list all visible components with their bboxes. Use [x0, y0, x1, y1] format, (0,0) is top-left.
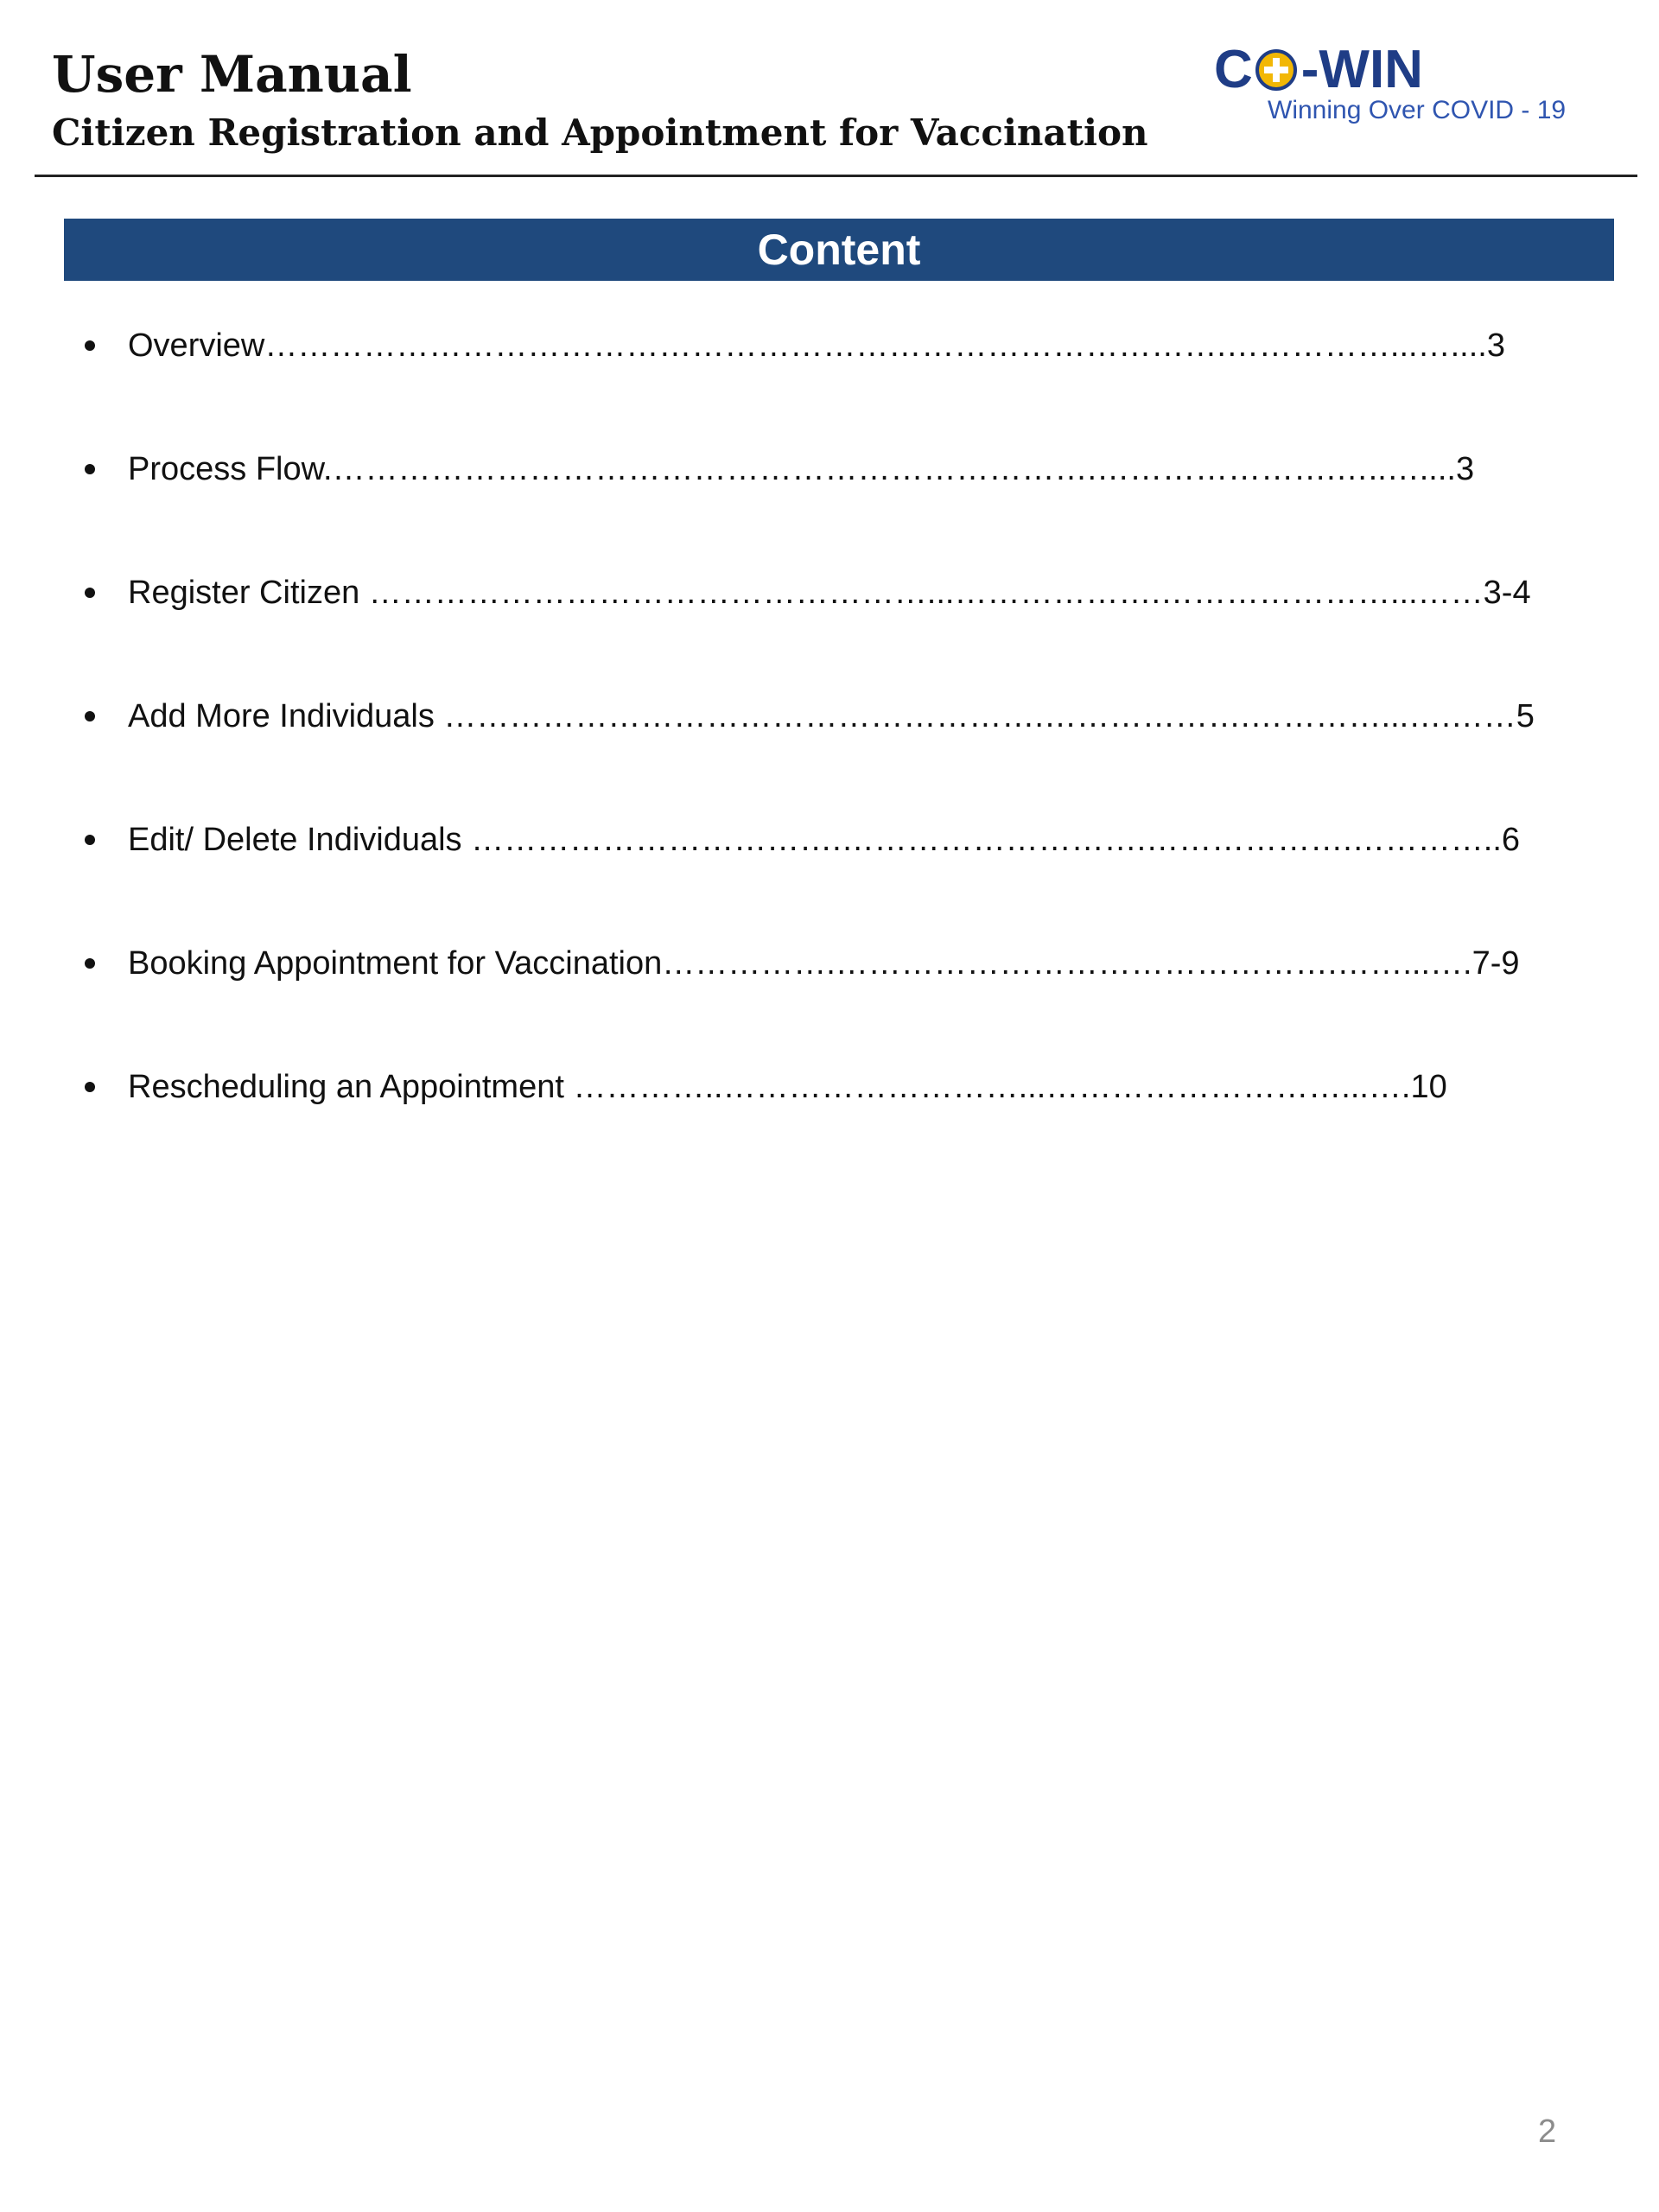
toc-item-add-more-individuals[interactable]	[0, 690, 1659, 742]
content-heading-band: Content	[64, 219, 1614, 281]
bullet-icon	[85, 711, 95, 721]
toc-item-text: Add More Individuals ……………………………………………….……………….…………...….……5	[128, 698, 1535, 734]
logo-word-right: -WIN	[1300, 40, 1423, 99]
toc-item-edit-delete-individuals[interactable]	[0, 814, 1659, 866]
toc-item-text: Register Citizen ……………………………………………...……………….…………………...……3-4	[128, 575, 1531, 611]
header-divider	[35, 175, 1637, 177]
page-header	[0, 0, 1659, 181]
toc-item-overview[interactable]	[0, 320, 1659, 372]
plus-circle-icon	[1255, 48, 1298, 92]
logo-word-left: C	[1214, 40, 1253, 99]
toc-item-text: Process Flow.…………………………………………………………….………………….…..…....3	[128, 451, 1475, 487]
bullet-icon	[85, 958, 95, 969]
toc-item-text: Rescheduling an Appointment …………..………………………...………………………...….10	[128, 1069, 1447, 1105]
logo-tagline: Winning Over COVID - 19	[1268, 96, 1567, 124]
bullet-icon	[85, 588, 95, 598]
bullet-icon	[85, 464, 95, 474]
toc-item-text: Booking Appointment for Vaccination…………….……………………………………….……...….7-9	[128, 945, 1520, 982]
toc-item-process-flow[interactable]	[0, 443, 1659, 495]
cowin-logo	[1214, 40, 1620, 126]
document-subtitle: Citizen Registration and Appointment for Vaccination	[52, 111, 1148, 154]
document-title: User Manual	[52, 45, 412, 104]
bullet-icon	[85, 340, 95, 351]
toc-item-text: Edit/ Delete Individuals …………………………….……………………….……………….…………..6	[128, 822, 1521, 858]
toc-item-booking-appointment[interactable]	[0, 938, 1659, 989]
page-number: 2	[1538, 2113, 1557, 2150]
toc-item-rescheduling-appointment[interactable]	[0, 1061, 1659, 1113]
bullet-icon	[85, 1082, 95, 1092]
logo-wordmark	[1214, 40, 1423, 100]
toc-item-text: Overview…………………………………………………………………………….……………...…....3	[128, 327, 1505, 364]
bullet-icon	[85, 835, 95, 845]
toc-item-register-citizen[interactable]	[0, 567, 1659, 619]
